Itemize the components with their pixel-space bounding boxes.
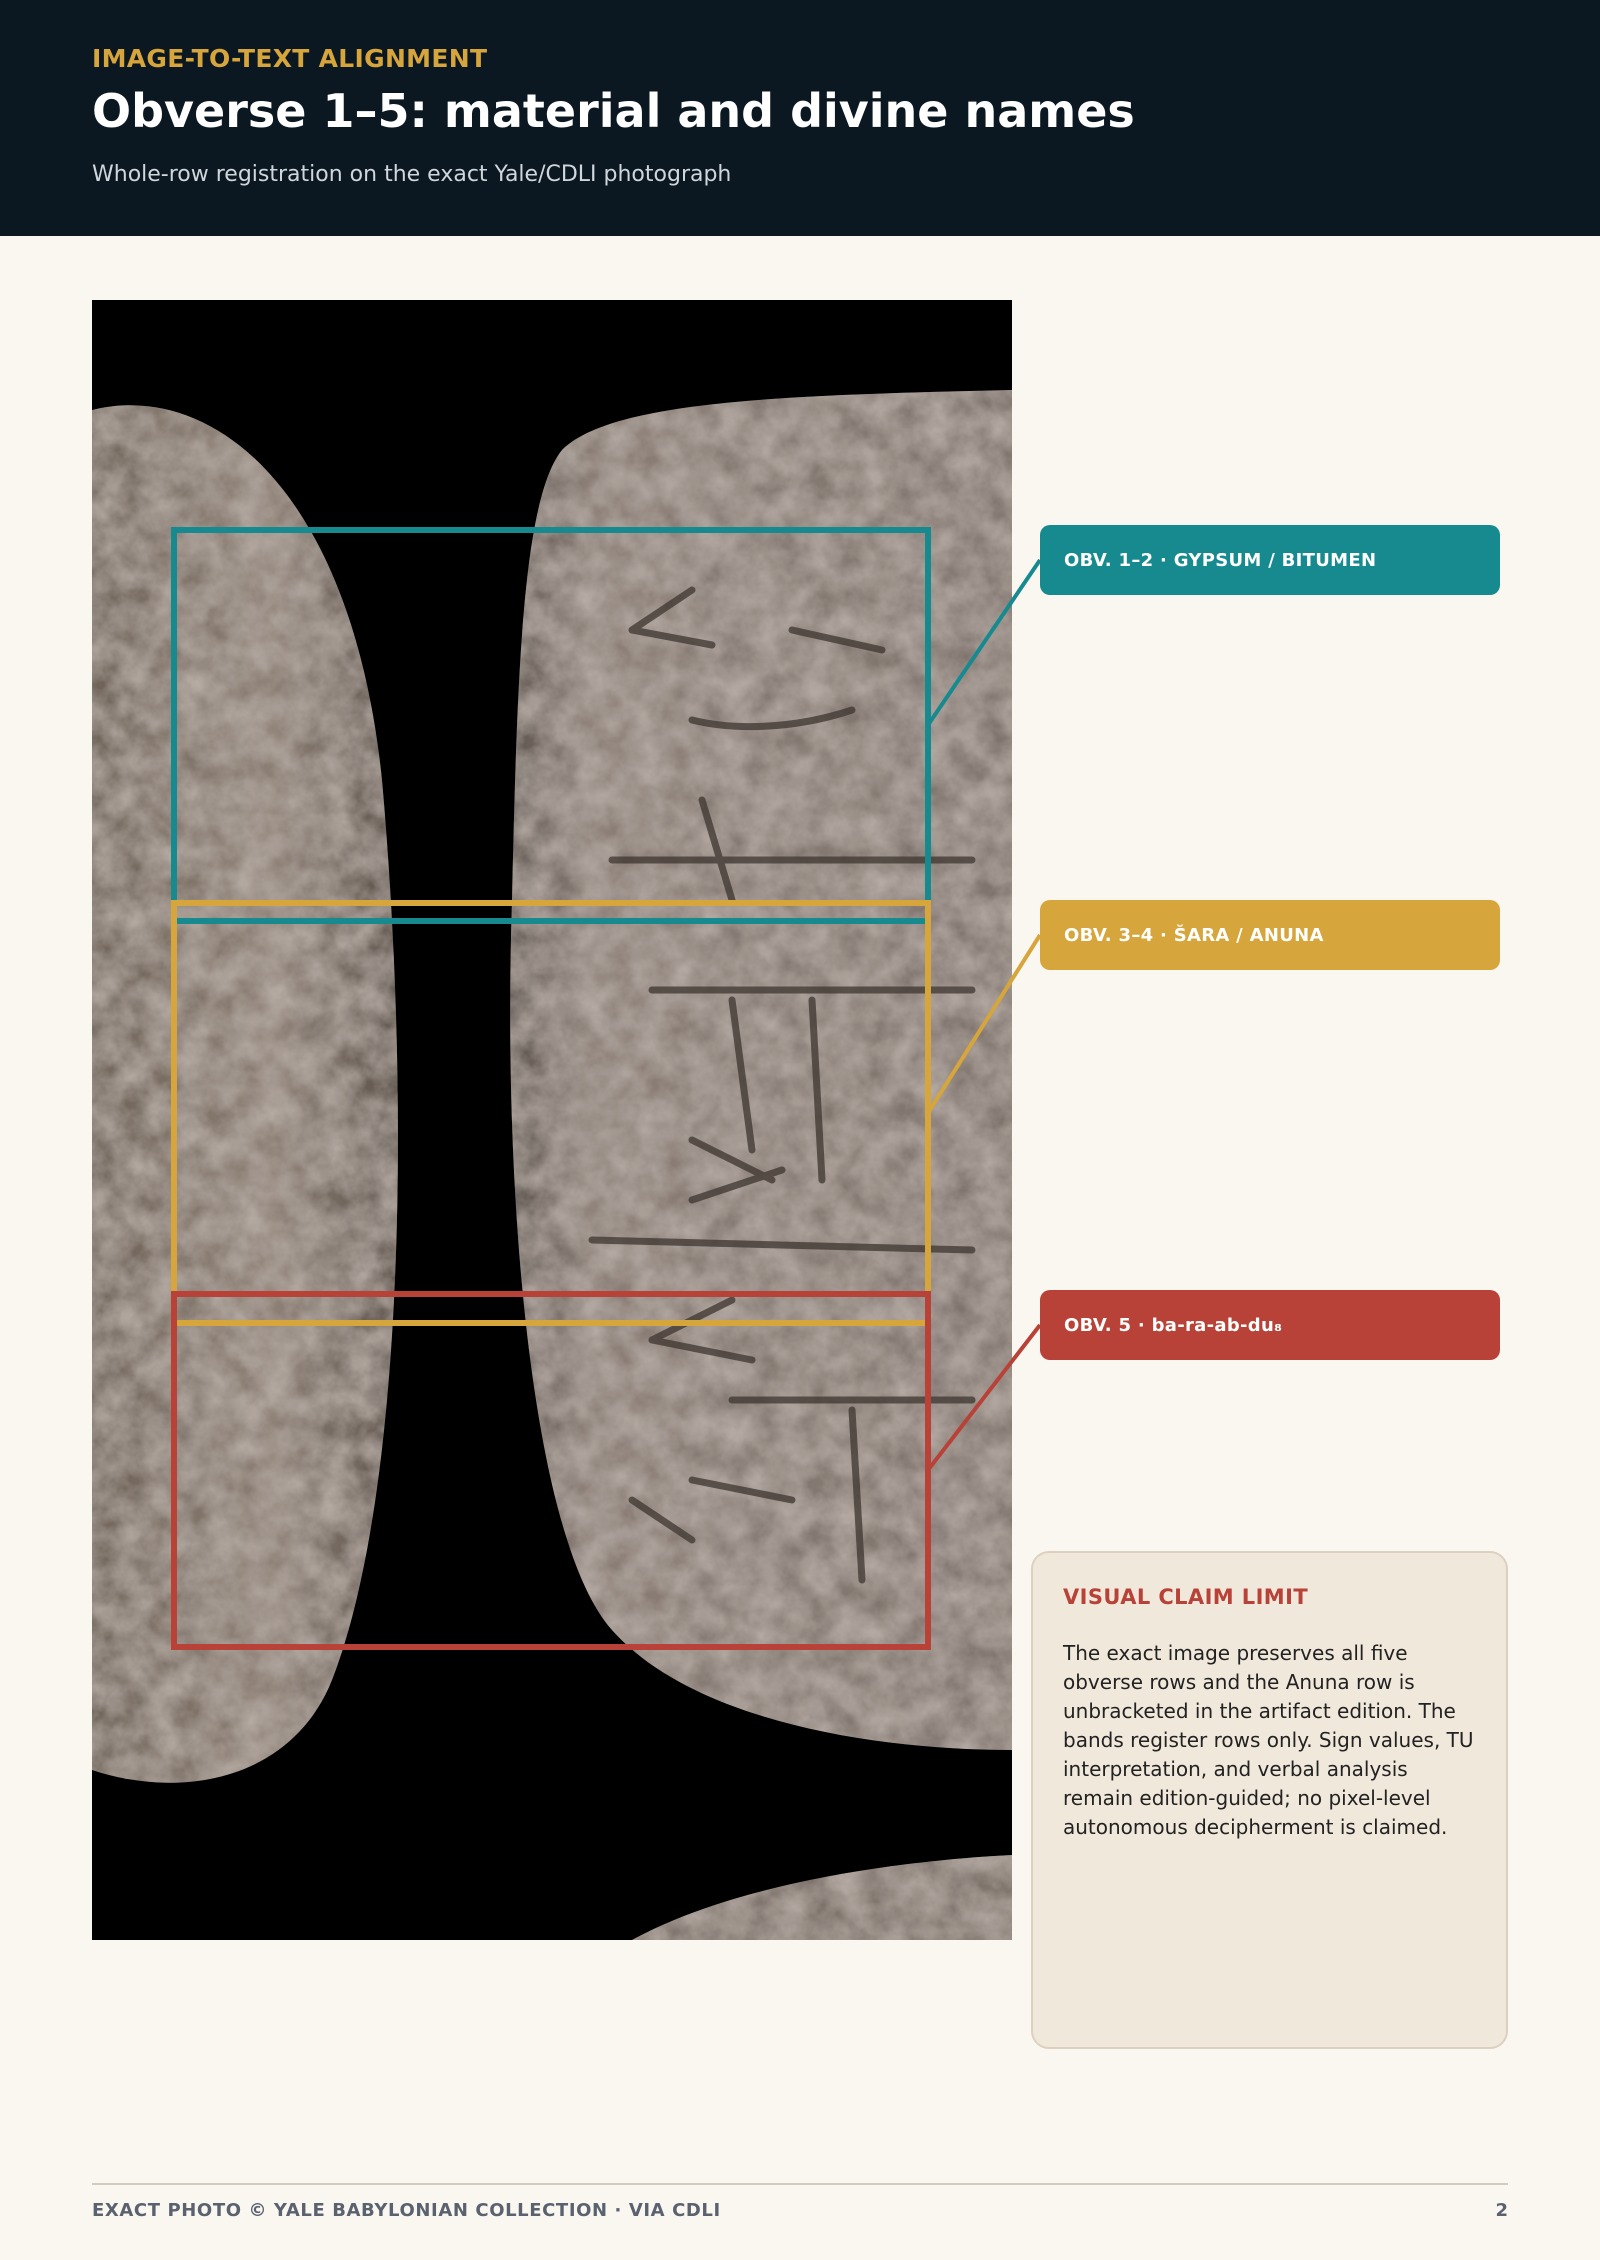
photo-credit: EXACT PHOTO © YALE BABYLONIAN COLLECTION · VIA CDLI (92, 2200, 721, 2221)
note-title: VISUAL CLAIM LIMIT (1063, 1585, 1309, 1609)
band-label-obv-3-4: OBV. 3–4 · ŠARA / ANUNA (1040, 900, 1500, 970)
connector-obv-3-4 (928, 935, 1040, 1113)
band-label-obv-1-2: OBV. 1–2 · GYPSUM / BITUMEN (1040, 525, 1500, 595)
note-body: The exact image preserves all five obverse rows and the Anuna row is unbracketed in the artifact edition. The bands register rows only. Sign values, TU interpretation, and verbal analysis remain edition-guided; no pixel-level autonomous decipherment is claimed. (1063, 1641, 1474, 1839)
eyebrow-label: IMAGE-TO-TEXT ALIGNMENT (92, 44, 488, 73)
page-subtitle: Whole-row registration on the exact Yale/CDLI photograph (92, 162, 732, 187)
connector-obv-5 (928, 1325, 1040, 1470)
footer-divider (92, 2183, 1508, 2185)
band-label-obv-5: OBV. 5 · ba-ra-ab-du₈ (1040, 1290, 1500, 1360)
connector-obv-1-2 (928, 560, 1040, 725)
visual-claim-limit-box (1031, 1551, 1508, 2049)
page-title: Obverse 1–5: material and divine names (92, 84, 1135, 138)
page-number: 2 (1495, 2200, 1508, 2221)
